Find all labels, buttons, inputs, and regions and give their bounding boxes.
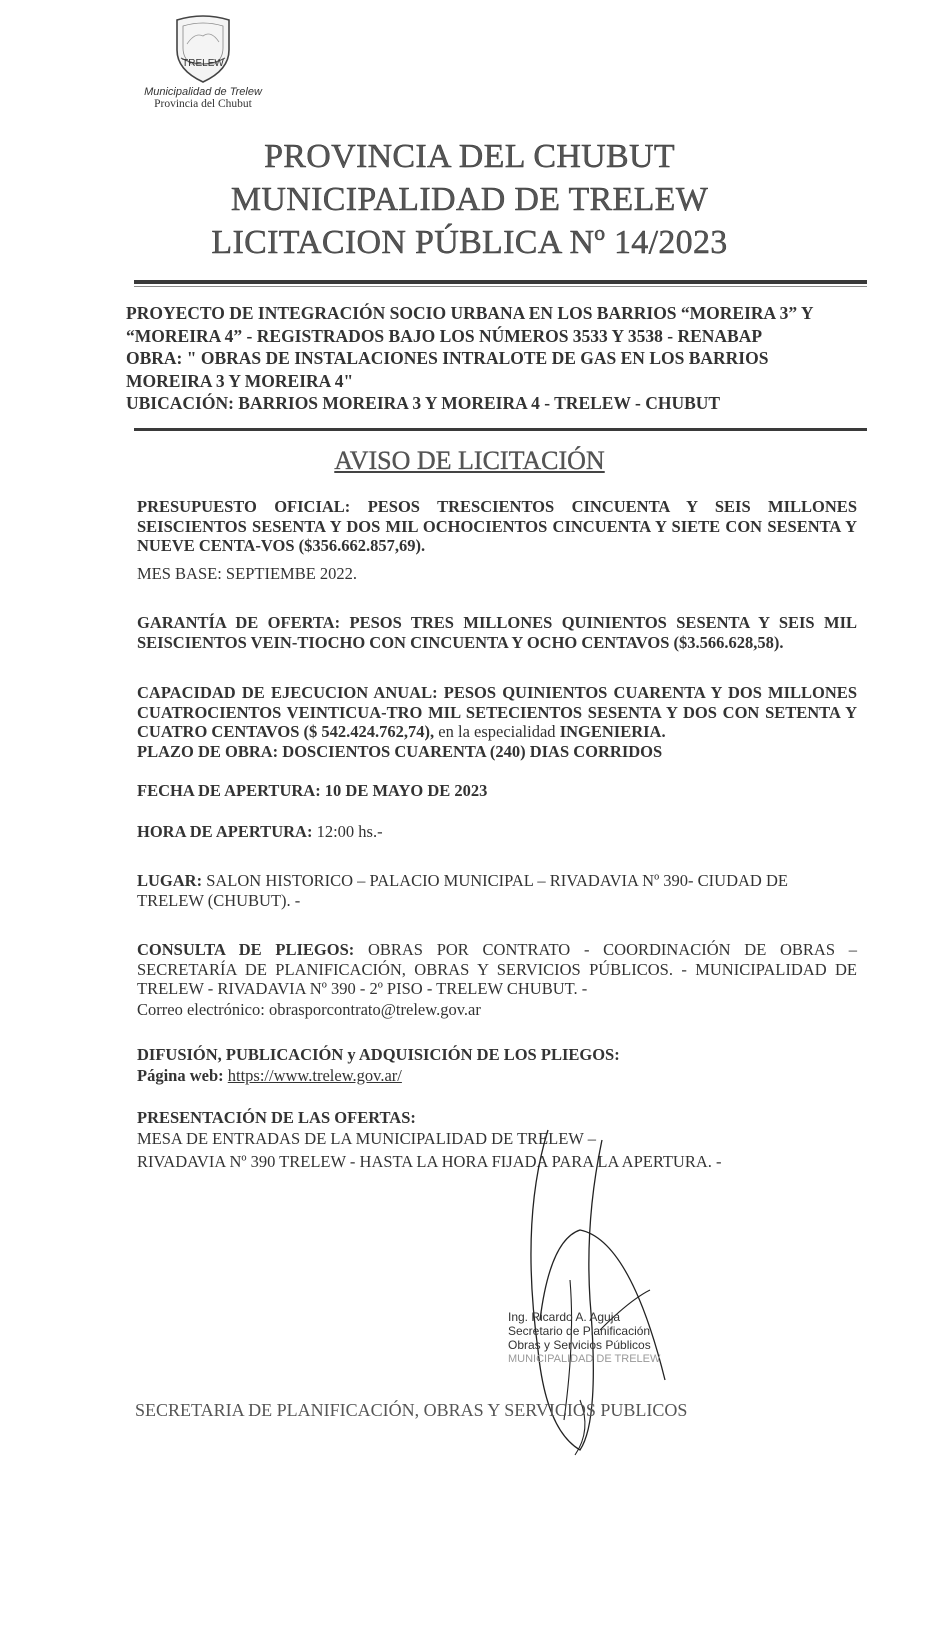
capacity-text: CAPACIDAD DE EJECUCION ANUAL: PESOS QUINIENTOS CUARENTA Y DOS MILLONES CUATROCIENTOS VEINTICUA-TRO MIL SETECIENTOS SESENTA Y DOS CON SETENTA Y CUATRO CENTAVOS ($ 542.424.762,74), [137, 683, 857, 741]
logo-badge-text: TRELEW [182, 58, 224, 69]
opening-place [137, 871, 857, 910]
stamp-name: Ing. Ricardo A. Aguja [508, 1310, 621, 1324]
title-line-municipality: MUNICIPALIDAD DE TRELEW [230, 181, 709, 218]
website-label: Página web: [137, 1066, 228, 1085]
project-block [126, 302, 876, 415]
consultation-value: OBRAS POR CONTRATO - COORDINACIÓN DE OBRAS – SECRETARÍA DE PLANIFICACIÓN, OBRAS Y SERVICIOS PÚBLICOS. - MUNICIPALIDAD DE TRELEW - RIVADAVIA Nº 390 - 2º PISO - TRELEW CHUBUT. - [137, 940, 857, 998]
specifications-consultation [137, 940, 857, 999]
top-divider [134, 280, 867, 284]
logo-caption-province: Provincia del Chubut [154, 98, 252, 110]
website-link[interactable]: https://www.trelew.gov.ar/ [227, 1066, 402, 1085]
notice-heading: AVISO DE LICITACIÓN [334, 446, 605, 475]
trelew-shield-icon [171, 14, 235, 84]
document-title [0, 135, 939, 264]
project-line-5: UBICACIÓN: BARRIOS MOREIRA 3 Y MOREIRA 4 - TRELEW - CHUBUT [126, 393, 721, 413]
stamp-municipality: MUNICIPALIDAD DE TRELEW [508, 1353, 661, 1365]
contact-email: Correo electrónico: obrasporcontrato@trelew.gov.ar [137, 1000, 481, 1019]
logo-caption-municipality: Municipalidad de Trelew [144, 86, 262, 98]
base-month: MES BASE: SEPTIEMBE 2022. [137, 564, 358, 583]
middle-divider [134, 428, 867, 431]
title-line-province: PROVINCIA DEL CHUBUT [264, 138, 675, 175]
offers-line-1: MESA DE ENTRADAS DE LA MUNICIPALIDAD DE TRELEW – [137, 1129, 596, 1148]
capacity-specialty-label: en la especialidad [434, 722, 560, 741]
opening-date: FECHA DE APERTURA: 10 DE MAYO DE 2023 [137, 781, 488, 800]
title-line-tender: LICITACION PÚBLICA Nº 14/2023 [211, 224, 728, 261]
place-value: SALON HISTORICO – PALACIO MUNICIPAL – RIVADAVIA Nº 390- CIUDAD DE TRELEW (CHUBUT). - [137, 871, 788, 910]
official-budget: PRESUPUESTO OFICIAL: PESOS TRESCIENTOS CINCUENTA Y SEIS MILLONES SEISCIENTOS SESENTA Y DOS MIL OCHOCIENTOS CINCUENTA Y SIETE CON SESENTA Y NUEVE CENTA-VOS ($356.662.857,69). [137, 497, 857, 555]
project-line-1: PROYECTO DE INTEGRACIÓN SOCIO URBANA EN LOS BARRIOS “MOREIRA 3” Y [126, 303, 814, 323]
footer-secretariat: SECRETARIA DE PLANIFICACIÓN, OBRAS Y SERVICIOS PUBLICOS [135, 1400, 688, 1420]
project-line-2: “MOREIRA 4” - REGISTRADOS BAJO LOS NÚMEROS 3533 Y 3538 - RENABAP [126, 325, 763, 346]
top-divider-thin [134, 286, 867, 287]
work-term: PLAZO DE OBRA: DOSCIENTOS CUARENTA (240) DIAS CORRIDOS [137, 742, 663, 761]
consultation-label: CONSULTA DE PLIEGOS: [137, 940, 368, 959]
offers-line-2: RIVADAVIA Nº 390 TRELEW - HASTA LA HORA FIJADA PARA LA APERTURA. - [137, 1152, 722, 1171]
municipal-logo [128, 14, 278, 110]
opening-time [137, 822, 857, 842]
capacity-specialty: INGENIERIA. [559, 722, 666, 741]
publication-heading: DIFUSIÓN, PUBLICACIÓN y ADQUISICIÓN DE LOS PLIEGOS: [137, 1045, 620, 1064]
stamp-department: Obras y Servicios Públicos [508, 1338, 651, 1352]
execution-capacity [137, 683, 857, 742]
offers-heading: PRESENTACIÓN DE LAS OFERTAS: [137, 1108, 416, 1127]
stamp-title: Secretario de Planificación [508, 1324, 651, 1338]
opening-time-label: HORA DE APERTURA: [137, 822, 317, 841]
opening-time-value: 12:00 hs.- [316, 822, 383, 841]
offer-guarantee: GARANTÍA DE OFERTA: PESOS TRES MILLONES QUINIENTOS SESENTA Y SEIS MIL SEISCIENTOS VEIN-TIOCHO CON CINCUENTA Y OCHO CENTAVOS ($3.566.628,58). [137, 613, 857, 652]
project-line-3: OBRA: " OBRAS DE INSTALACIONES INTRALOTE DE GAS EN LOS BARRIOS [126, 348, 769, 368]
official-stamp [508, 1310, 688, 1366]
website-line [137, 1066, 857, 1086]
place-label: LUGAR: [137, 871, 207, 890]
project-line-4: MOREIRA 3 Y MOREIRA 4" [126, 370, 354, 391]
